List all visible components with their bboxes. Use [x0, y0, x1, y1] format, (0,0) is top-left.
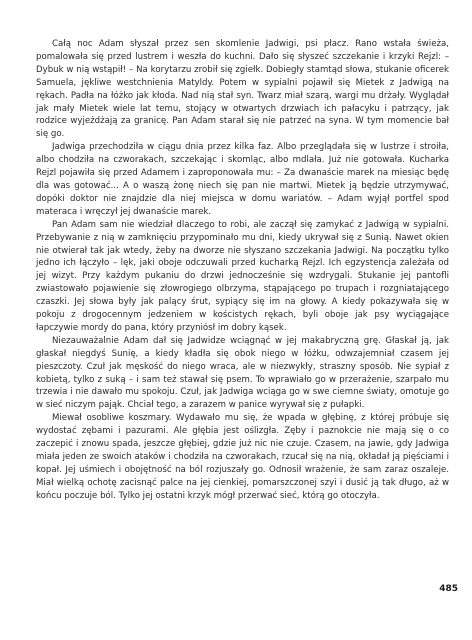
paragraph-5: Miewał osobliwe koszmary. Wydawało mu się, że wpada w głębinę, z której próbuje się wydostać zębami i pazurami. Ale głębia jest oślizgła. Zęby i paznokcie nie mają się o co zaczepić i znowu spada, jeszcze głębiej, gdzie już nic nie czuje. Czasem, na jawie, gdy Jadwiga miała jeden ze swoich ataków i chodziła na czworakach, rzucał się na nią, okładał ją pięściami i kopał. Jej uśmiech i obojętność na ból rozjuszały go. Odnosił wrażenie, że sam zaraz oszaleje. Miał wielką ochotę zacisnąć palce na jej cienkiej, pomarszczonej szyi i dusić ją tak długo, aż w końcu poczuje ból. Tylko jej ostatni krzyk mógł przerwać sieć, którą go otoczyła.	[36, 413, 449, 501]
paragraph-3: Pan Adam sam nie wiedział dlaczego to robi, ale zaczął się zamykać z Jadwigą w sypialni. Przebywanie z nią w zamknięciu przypominało mu dni, kiedy ukrywał się z Sunią. Nawet okien nie otwierał tak jak wtedy, żeby na dworze nie słyszano szczekania Jadwigi. Na początku tylko jedno ich łączyło – lęk, jaki oboje odczuwali przed kucharką Rejzl. Ich egzystencja zależała od jej wizyt. Przy każdym pukaniu do drzwi jednocześnie się wzdrygali. Stukanie jej pantofli zwiastowało pojawienie się złowrogiego olbrzyma, stąpającego po trupach i rozgniatającego czaszki. Jej słowa były jak palący śrut, sypiący się im na głowy. A kiedy pokazywała się w pokoju z drogocennym jedzeniem w kościstych rękach, byli oboje jak psy wyciągające łapczywie mordy do pana, który przyniósł im dobry kąsek.	[36, 219, 449, 333]
page-number: 485	[439, 584, 458, 594]
paragraph-2: Jadwiga przechodziła w ciągu dnia przez kilka faz. Albo przeglądała się w lustrze i stroiła, albo chodziła na czworakach, szczekając i skomląc, albo mdlała. Już nie gotowała. Kucharka Rejzl pojawiła się przed Adamem i zaproponowała mu: – Za dwanaście marek na miesiąc będę dla was gotować... A o waszą żonę niech się pan nie martwi. Mietek ją będzie utrzymywać, dopóki doktor nie znajdzie dla niej miejsca w domu wariatów. – Adam wyjął portfel spod materaca i wręczył jej dwanaście marek.	[36, 142, 449, 217]
paragraph-4: Niezauważalnie Adam dał się Jadwidze wciągnąć w jej makabryczną grę. Głaskał ją, jak głaskał niegdyś Sunię, a kiedy kładła się obok niego w łóżku, odwzajemniał czasem jej pieszczoty. Czuł jak męskość do niego wraca, ale w niezwykły, straszny sposób. Nie sypiał z kobietą, tylko z suką – i sam też stawał się psem. To wprawiało go w przerażenie, szarpało mu trzewia i nie dawało mu spokoju. Czuł, jak Jadwiga wciąga go w swe ciemne światy, omotuje go w sieć niczym pająk. Chciał tego, a zarazem w panice wyrywał się z pułapki.	[36, 335, 449, 411]
paragraph-1: Całą noc Adam słyszał przez sen skomlenie Jadwigi, psi płacz. Rano wstała świeża, pomalowała się przed lustrem i weszła do kuchni. Dało się słyszeć szczekanie i krzyki Rejzl: – Dybuk w nią wstąpił! – Na korytarzu zrobił się zgiełk. Dobiegły stamtąd słowa, stukanie oficerek Samuela, jękliwe westchnienia Matyldy. Potem w sypialni pojawił się Mietek z Jadwigą na rękach. Padła na łóżko jak kłoda. Nad nią stał syn. Twarz miał szarą, wargi mu drżały. Wyglądał jak mały Mietek wiele lat temu, stojący w otwartych drzwiach ich pałacyku i patrzący, jak rodzice wyjeżdżają za granicę. Pan Adam starał się nie patrzeć na syna. W tym momencie bał się go.	[36, 39, 449, 140]
page-text	[36, 38, 449, 503]
